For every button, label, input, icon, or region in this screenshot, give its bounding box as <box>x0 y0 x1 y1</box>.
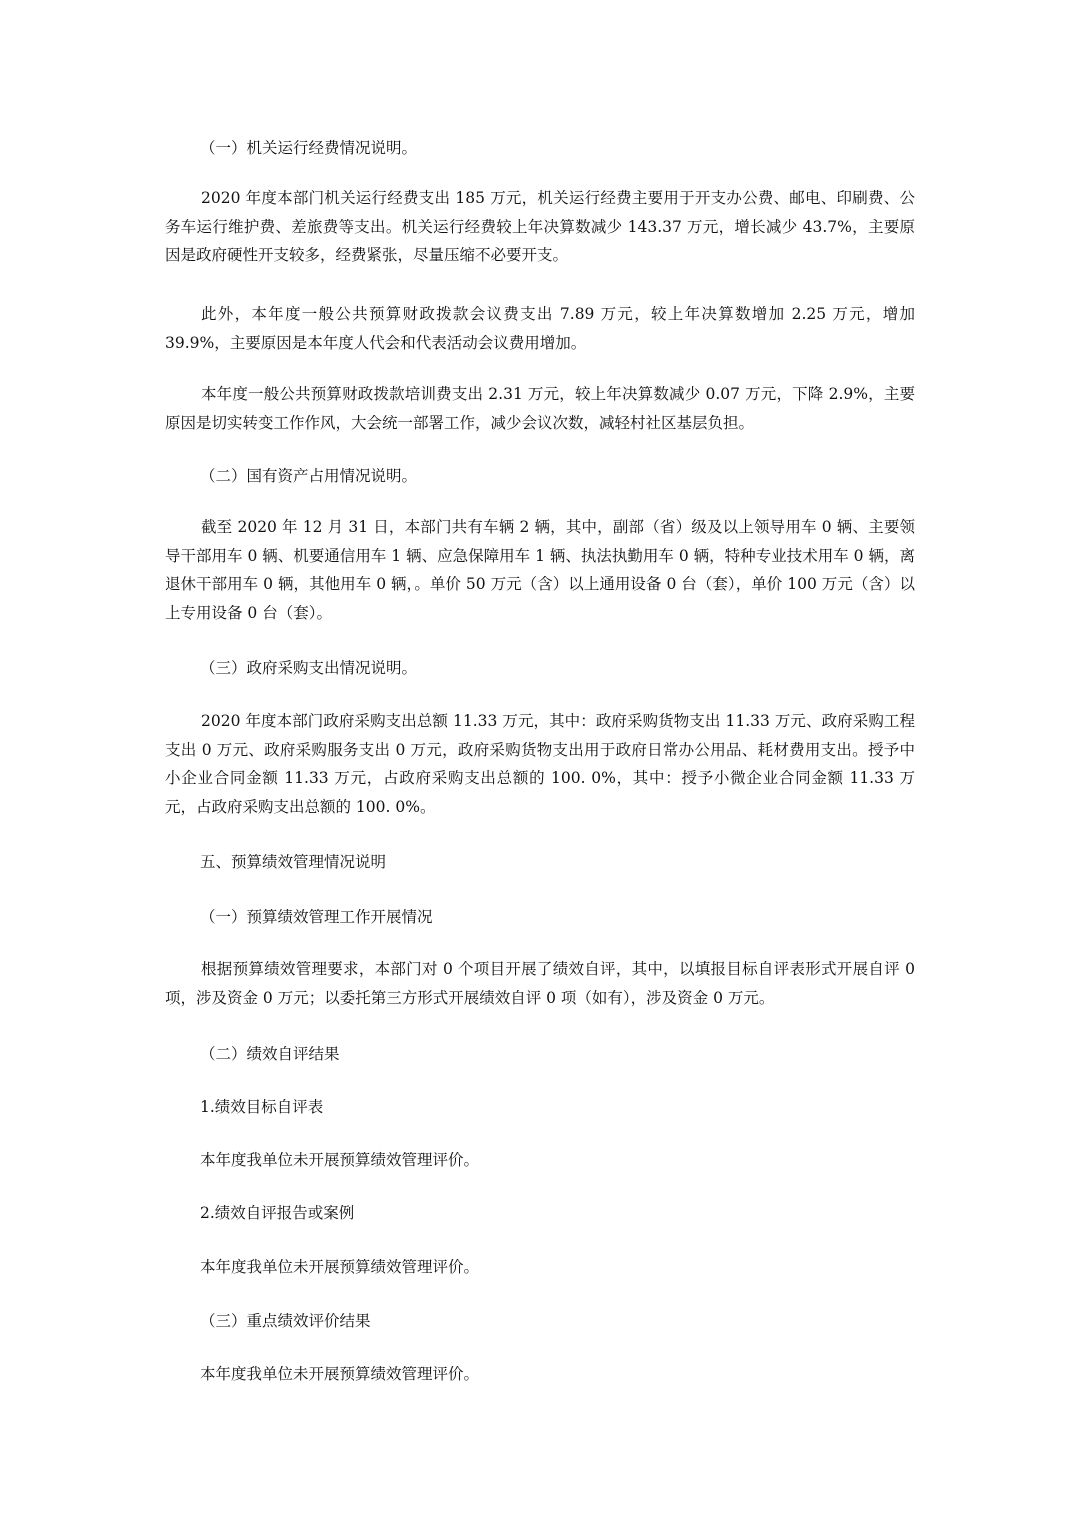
heading-state-assets: （二）国有资产占用情况说明。 <box>200 467 418 485</box>
paragraph-procurement: 2020 年度本部门政府采购支出总额 11.33 万元，其中：政府采购货物支出 11.33 万元、政府采购工程支出 0 万元、政府采购服务支出 0 万元，政府采购货物支出用于政府日常办公用品、耗材费用支出。授予中小企业合同金额 11.33 万元，占政府采购支出总额的 100. 0%，其中：授予小微企业合同金额 11.33 万元，占政府采购支出总额的 100. 0%。 <box>165 712 915 816</box>
heading-key-evaluation: （三）重点绩效评价结果 <box>200 1312 371 1330</box>
paragraph-state-assets: 截至 2020 年 12 月 31 日，本部门共有车辆 2 辆，其中，副部（省）级及以上领导用车 0 辆、主要领导干部用车 0 辆、机要通信用车 1 辆、应急保障用车 1 辆、执法执勤用车 0 辆，特种专业技术用车 0 辆，离退休干部用车 0 辆，其他用车 0 辆，。单价 50 万元（含）以上通用设备 0 台（套），单价 100 万元（含）以上专用设备 0 台（套）。 <box>165 518 915 622</box>
text-no-evaluation-1: 本年度我单位未开展预算绩效管理评价。 <box>200 1151 480 1169</box>
paragraph-performance-work: 根据预算绩效管理要求，本部门对 0 个项目开展了绩效自评，其中，以填报目标自评表形式开展自评 0 项，涉及资金 0 万元；以委托第三方形式开展绩效自评 0 项（如有），涉及资金 0 万元。 <box>165 960 915 1007</box>
paragraph-admin-expenses: 2020 年度本部门机关运行经费支出 185 万元，机关运行经费主要用于开支办公费、邮电、印刷费、公务车运行维护费、差旅费等支出。机关运行经费较上年决算数减少 143.37 万元，增长减少 43.7%，主要原因是政府硬性开支较多，经费紧张，尽量压缩不必要开支。 <box>165 189 915 264</box>
heading-procurement: （三）政府采购支出情况说明。 <box>200 659 418 677</box>
heading-self-evaluation: （二）绩效自评结果 <box>200 1045 340 1063</box>
text-no-evaluation-3: 本年度我单位未开展预算绩效管理评价。 <box>200 1365 480 1383</box>
item-goal-self-evaluation: 1.绩效目标自评表 <box>200 1098 324 1116</box>
item-self-evaluation-report: 2.绩效自评报告或案例 <box>200 1204 355 1222</box>
text-no-evaluation-2: 本年度我单位未开展预算绩效管理评价。 <box>200 1258 480 1276</box>
heading-admin-expenses: （一）机关运行经费情况说明。 <box>200 139 418 157</box>
heading-performance-work: （一）预算绩效管理工作开展情况 <box>200 908 433 926</box>
paragraph-meeting-fees: 此外，本年度一般公共预算财政拨款会议费支出 7.89 万元，较上年决算数增加 2.25 万元，增加 39.9%，主要原因是本年度人代会和代表活动会议费用增加。 <box>165 305 915 352</box>
section-heading-performance: 五、预算绩效管理情况说明 <box>200 853 387 871</box>
paragraph-training-fees: 本年度一般公共预算财政拨款培训费支出 2.31 万元，较上年决算数减少 0.07 万元，下降 2.9%，主要原因是切实转变工作作风，大会统一部署工作，减少会议次数，减轻村社区基层负担。 <box>165 385 915 432</box>
